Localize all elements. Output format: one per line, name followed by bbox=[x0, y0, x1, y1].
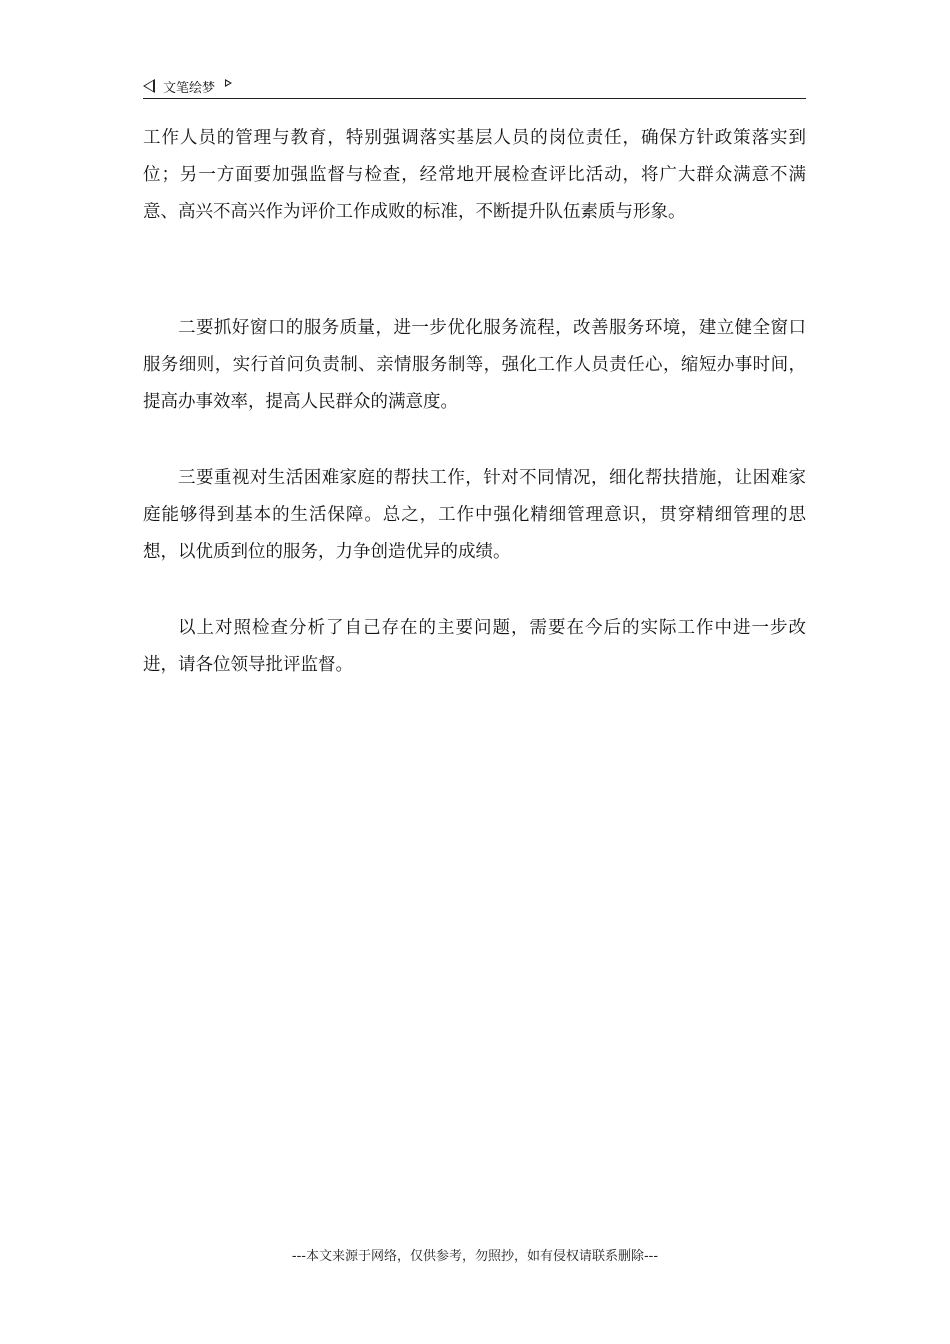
header-title: 文笔绘梦 bbox=[163, 80, 216, 96]
paragraph-continued: 工作人员的管理与教育，特别强调落实基层人员的岗位责任，确保方针政策落实到位；另一方面要加强监督与检查，经常地开展检查评比活动，将广大群众满意不满意、高兴不高兴作为评价工作成败的标准，不断提升队伍素质与形象。 bbox=[143, 128, 806, 222]
paragraph-family-assistance: 三要重视对生活困难家庭的帮扶工作，针对不同情况，细化帮扶措施，让困难家庭能够得到基本的生活保障。总之，工作中强化精细管理意识，贯穿精细管理的思想，以优质到位的服务，力争创造优异的成绩。 bbox=[143, 468, 806, 562]
page-footer-disclaimer: ---本文来源于网络，仅供参考，勿照抄，如有侵权请联系删除--- bbox=[291, 1249, 659, 1264]
paragraph-conclusion: 以上对照检查分析了自己存在的主要问题，需要在今后的实际工作中进一步改进，请各位领导批评监督。 bbox=[143, 618, 806, 675]
triangle-left-icon bbox=[143, 79, 155, 93]
triangle-right-icon bbox=[225, 79, 232, 87]
page-header bbox=[143, 74, 806, 99]
paragraph-window-service: 二要抓好窗口的服务质量，进一步优化服务流程，改善服务环境，建立健全窗口服务细则，实行首问负责制、亲情服务制等，强化工作人员责任心，缩短办事时间，提高办事效率，提高人民群众的满意度。 bbox=[143, 318, 806, 412]
